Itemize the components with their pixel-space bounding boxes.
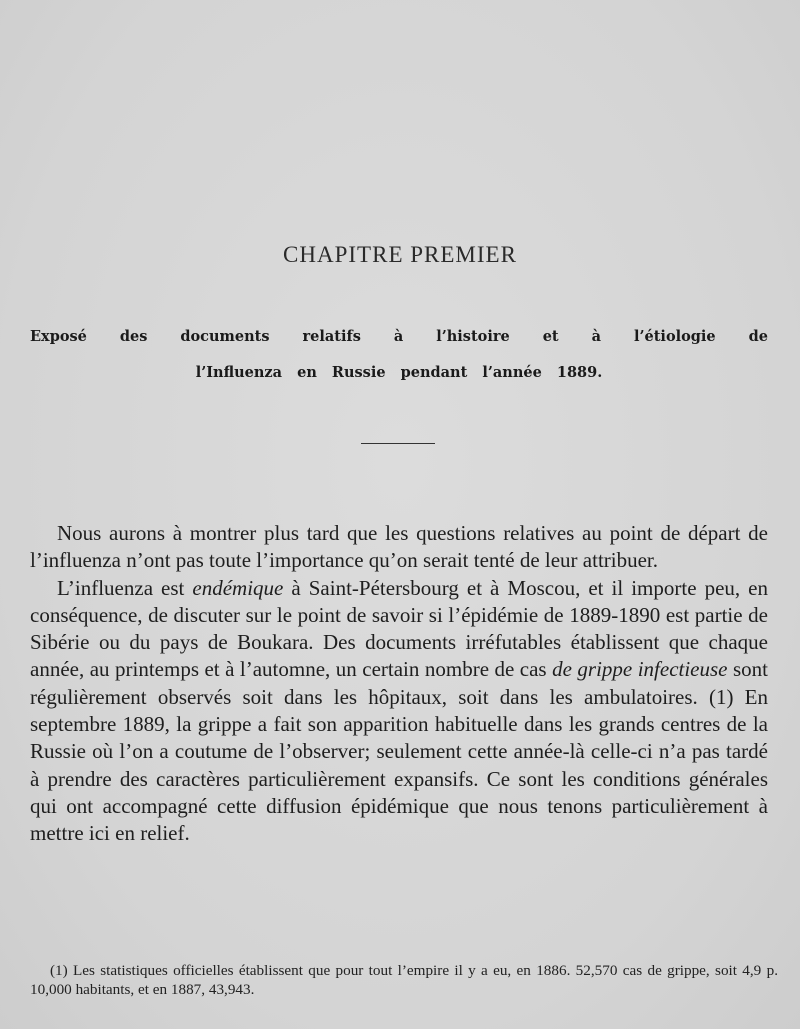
footnote-text: (1) Les statistiques officielles établissent que pour tout l’empire il y a eu, en 1886. 52,570 cas de grippe, soit 4,9 p. 10,000 habitants, et en 1887, 43,943. [30, 962, 778, 998]
paragraph-2-part-c: sont régulièrement observés soit dans les hôpitaux, soit dans les ambulatoires. (1) En septembre 1889, la grippe a fait son apparition habituelle dans les grands centres de la Russie où l’on a coutume de l’observer; seulement cette année-là celle-ci n’a pas tardé à prendre des caractères particulièrement expansifs. Ce sont les conditions générales qui ont accompagné cette diffusion épidémique que nous tenons particulièrement à mettre ici en relief. [30, 657, 768, 846]
chapter-subtitle-line-1: Exposé des documents relatifs à l’histoire et à l’étiologie de [30, 328, 768, 345]
paragraph-2-part-b: à Saint-Pétersbourg et à Moscou, et il importe peu, en conséquence, de discuter sur le point de savoir si l’épidémie de 1889-1890 est partie de Sibérie ou du pays de Boukara. Des documents irréfutables établissent que chaque année, au printemps et à l’automne, un certain nombre de cas [30, 575, 768, 682]
emphasis-grippe-infectieuse: de grippe infectieuse [552, 657, 728, 682]
section-divider [361, 443, 435, 444]
chapter-subtitle-line-2: l’Influenza en Russie pendant l’année 1889. [195, 364, 603, 381]
paragraph-2-part-a: L’influenza est [57, 575, 193, 600]
chapter-heading: CHAPITRE PREMIER [283, 242, 517, 267]
emphasis-endemique: endémique [192, 575, 284, 600]
paragraph-1: Nous aurons à montrer plus tard que les questions relatives au point de départ de l’influenza n’ont pas toute l’importance qu’on serait tenté de leur attribuer. [30, 521, 768, 573]
paragraph-2 [30, 575, 768, 848]
body-text [30, 520, 768, 848]
footnote [30, 961, 778, 999]
